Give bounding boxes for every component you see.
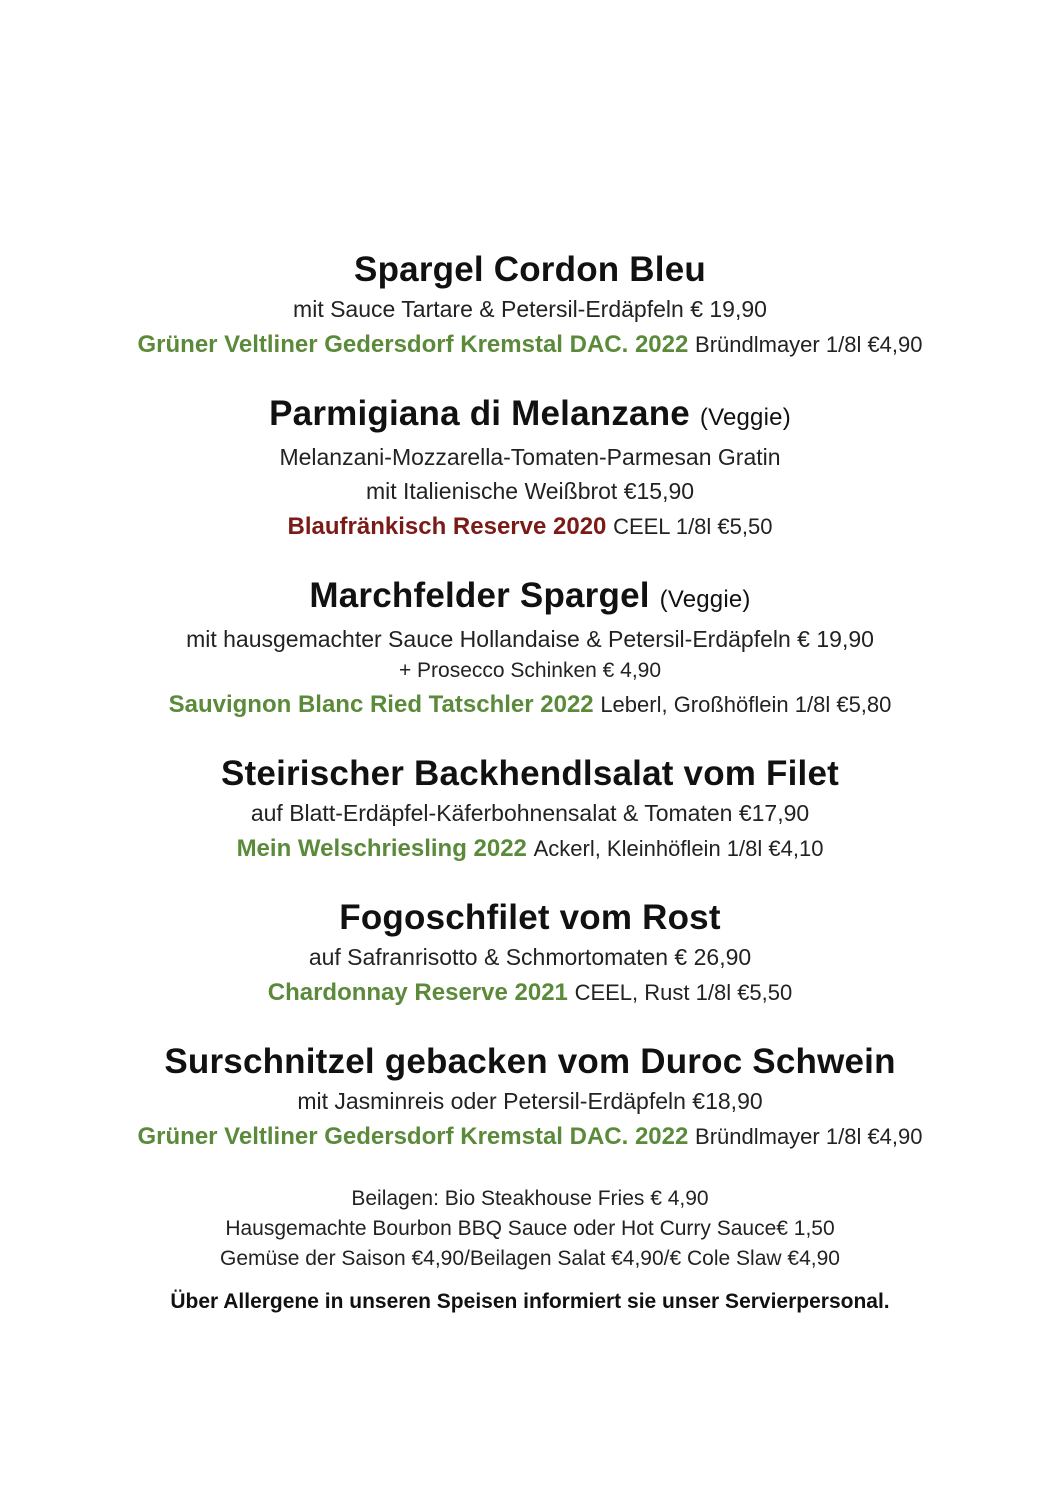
dish-title: Steirischer Backhendlsalat vom Filet: [221, 754, 839, 793]
wine-name: Grüner Veltliner Gedersdorf Kremstal DAC. 2022: [137, 1123, 689, 1150]
menu-item-parmigiana: [0, 392, 1060, 546]
wine-pairing: [0, 830, 1060, 868]
wine-name: Blaufränkisch Reserve 2020: [287, 513, 607, 540]
wine-pairing: [0, 508, 1060, 546]
dish-description: auf Blatt-Erdäpfel-Käferbohnensalat & Tomaten €17,90: [250, 800, 810, 826]
veggie-tag: (Veggie): [659, 586, 751, 613]
dish-description: mit Italienische Weißbrot €15,90: [365, 478, 695, 504]
wine-name: Grüner Veltliner Gedersdorf Kremstal DAC. 2022: [137, 331, 689, 358]
side-dishes: [0, 1184, 1060, 1274]
menu-item-spargel-cordon-bleu: [0, 248, 1060, 364]
menu-item-fogoschfilet: [0, 896, 1060, 1012]
dish-title: Surschnitzel gebacken vom Duroc Schwein: [164, 1042, 896, 1081]
side-line: Gemüse der Saison €4,90/Beilagen Salat €4,90/€ Cole Slaw €4,90: [220, 1247, 840, 1270]
menu-page: [0, 248, 1060, 1318]
menu-item-marchfelder-spargel: [0, 574, 1060, 724]
wine-name: Mein Welschriesling 2022: [236, 835, 527, 862]
side-line: Beilagen: Bio Steakhouse Fries € 4,90: [351, 1187, 709, 1210]
dish-title: Fogoschfilet vom Rost: [339, 898, 721, 937]
dish-title: Parmigiana di Melanzane (Veggie): [269, 394, 791, 433]
wine-detail: CEEL, Rust 1/8l €5,50: [574, 980, 793, 1005]
wine-detail: Leberl, Großhöflein 1/8l €5,80: [600, 692, 892, 717]
wine-detail: CEEL 1/8l €5,50: [613, 514, 773, 539]
wine-pairing: [0, 974, 1060, 1012]
wine-detail: Bründlmayer 1/8l €4,90: [695, 1124, 923, 1149]
dish-description: mit Sauce Tartare & Petersil-Erdäpfeln € 19,90: [293, 296, 767, 322]
wine-pairing: [0, 686, 1060, 724]
dish-description: mit hausgemachter Sauce Hollandaise & Petersil-Erdäpfeln € 19,90: [186, 626, 874, 652]
dish-title: Spargel Cordon Bleu: [354, 250, 706, 289]
dish-extra: + Prosecco Schinken € 4,90: [398, 659, 662, 682]
dish-description: mit Jasminreis oder Petersil-Erdäpfeln €18,90: [297, 1088, 763, 1114]
wine-detail: Ackerl, Kleinhöflein 1/8l €4,10: [533, 836, 824, 861]
wine-name: Sauvignon Blanc Ried Tatschler 2022: [168, 691, 594, 718]
wine-detail: Bründlmayer 1/8l €4,90: [695, 332, 923, 357]
allergen-note: Über Allergene in unseren Speisen informiert sie unser Servierpersonal.: [170, 1290, 890, 1313]
veggie-tag: (Veggie): [699, 404, 791, 431]
dish-description: Melanzani-Mozzarella-Tomaten-Parmesan Gratin: [279, 444, 781, 470]
wine-pairing: [0, 1118, 1060, 1156]
wine-name: Chardonnay Reserve 2021: [267, 979, 568, 1006]
wine-pairing: [0, 326, 1060, 364]
side-line: Hausgemachte Bourbon BBQ Sauce oder Hot Curry Sauce€ 1,50: [225, 1217, 835, 1240]
dish-title: Marchfelder Spargel (Veggie): [309, 576, 751, 615]
menu-item-surschnitzel: [0, 1040, 1060, 1156]
menu-item-backhendlsalat: [0, 752, 1060, 868]
dish-description: auf Safranrisotto & Schmortomaten € 26,90: [308, 944, 752, 970]
